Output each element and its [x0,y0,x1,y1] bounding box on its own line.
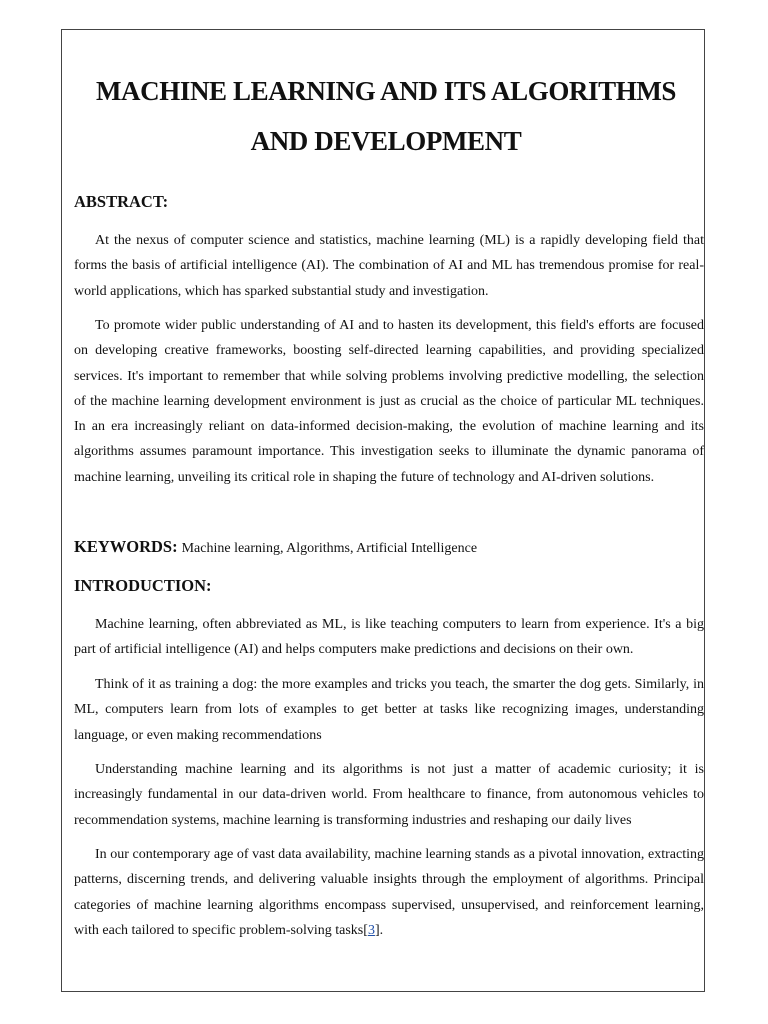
introduction-paragraph-4-text: In our contemporary age of vast data availability, machine learning stands as a pivotal innovation, extracting patterns, discerning trends, and delivering valuable insights through the employment of algorithms. Principal categories of machine learning algorithms encompass supervised, unsupervised, and reinforcement learning, with each tailored to specific problem-solving tasks [74,847,704,938]
paper-title [82,66,690,166]
paper-title-line-1: MACHINE LEARNING AND ITS ALGORITHMS [95,76,677,106]
keywords-row [74,537,477,557]
keywords-label: KEYWORDS: [74,537,178,556]
citation-open-bracket: [ [363,922,368,938]
abstract-paragraph-1: At the nexus of computer science and statistics, machine learning (ML) is a rapidly developing field that forms the basis of artificial intelligence (AI). The combination of AI and ML has tremendous promise for real-world applications, which has sparked substantial study and investigation. [74,233,704,299]
abstract-paragraph-2: To promote wider public understanding of AI and to hasten its development, this field's efforts are focused on developing creative frameworks, boosting self-directed learning capabilities, and providing specialized services. It's important to remember that while solving problems involving predictive modelling, the selection of the machine learning development environment is just as crucial as the choice of particular ML techniques. In an era increasingly reliant on data-informed decision-making, the evolution of machine learning and its algorithms assumes paramount importance. This investigation seeks to illuminate the dynamic panorama of machine learning, unveiling its critical role in shaping the future of technology and AI-driven solutions. [74,318,704,485]
paper-title-line-2: AND DEVELOPMENT [250,126,522,156]
introduction-paragraph-4 [74,842,704,943]
introduction-paragraph-2: Think of it as training a dog: the more examples and tricks you teach, the smarter the dog gets. Similarly, in ML, computers learn from lots of examples to get better at tasks like recognizing images, understanding language, or even making recommendations [74,677,704,743]
abstract-heading: ABSTRACT: [74,192,169,211]
citation-close-bracket: ]. [374,922,384,938]
introduction-paragraph-1: Machine learning, often abbreviated as ML, is like teaching computers to learn from experience. It's a big part of artificial intelligence (AI) and helps computers make predictions and decisions on their own. [74,617,704,658]
citation-link[interactable]: 3 [367,922,375,938]
introduction-paragraph-3: Understanding machine learning and its algorithms is not just a matter of academic curiosity; it is increasingly fundamental in our data-driven world. From healthcare to finance, from autonomous vehicles to recommendation systems, machine learning is transforming industries and reshaping our daily lives [74,762,704,828]
keywords-text: Machine learning, Algorithms, Artificial Intelligence [181,541,478,556]
introduction-heading: INTRODUCTION: [74,576,212,595]
document-page [61,29,705,992]
